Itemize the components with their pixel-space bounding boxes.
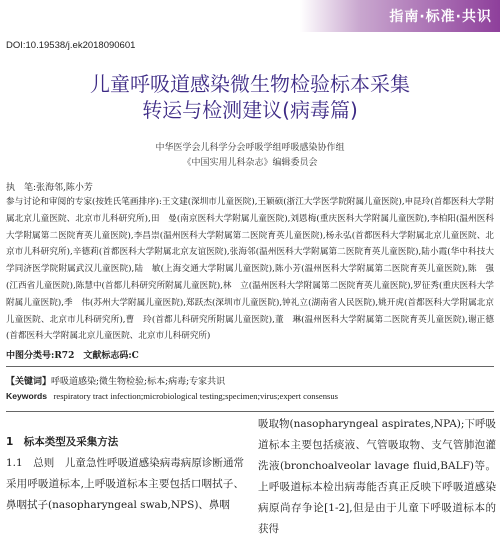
article-title-line2: 转运与检测建议(病毒篇) [142, 98, 358, 122]
doi-line[interactable]: DOI:10.19538/j.ek2018090601 [6, 40, 136, 51]
body-paragraph-left: 1.1 总则 儿童急性呼吸道感染病毒病原诊断通常采用呼吸道标本,上呼吸道标本主要包括口咽拭子、鼻咽拭子(nasopharyngeal swab,NPS)、鼻咽 [6, 457, 244, 511]
keywords-en-label: Keywords [6, 391, 48, 401]
keywords-cn-text: 呼吸道感染;微生物检验;标本;病毒;专家共识 [51, 377, 226, 387]
organization-line2: 《中国实用儿科杂志》编辑委员会 [182, 158, 318, 168]
divider-top [6, 366, 494, 367]
body-right-column: 吸取物(nasopharyngeal aspirates,NPA);下呼吸道标本主要包括痰液、气管吸取物、支气管肺泡灌洗液(bronchoalveolar lavage fluid,BALF)等。上呼吸道标本检出病毒能否真正反映下呼吸道感染病原尚存争论[1-2],但是由于儿童下呼吸道标本的获得 [258, 418, 496, 535]
journal-header-bar [0, 0, 500, 32]
classification-line: 中图分类号:R72 文献标志码:C [6, 351, 139, 361]
participants-paragraph: 参与讨论和审阅的专家(按姓氏笔画排序):王文建(深圳市儿童医院),王颖硕(浙江大学医学院附属儿童医院),申昆玲(首都医科大学附属北京儿童医院、北京市儿科研究所),田 曼(南京医科大学附属儿童医院),刘恩梅(重庆医科大学附属儿童医院),李柏阳(温州医科大学附属第二医院育英儿童医院),李昌崇(温州医科大学附属第二医院育英儿童医院),杨永弘(首都医科大学附属北京儿童医院、北京市儿科研究所),辛德莉(首都医科大学附属北京友谊医院),张海邻(温州医科大学附属第二医院育英儿童医院),陆小霞(华中科技大学同济医学院附属武汉儿童医院),陆 敏(上海交通大学附属儿童医院),陈小芳(温州医科大学附属第二医院育英儿童医院),陈 强(江西省儿童医院),陈慧中(首都儿科研究所附属儿童医院),林 立(温州医科大学附属第二医院育英儿童医院),罗征秀(重庆医科大学附属儿童医院),季 伟(苏州大学附属儿童医院),郑跃杰(深圳市儿童医院),钟礼立(湖南省人民医院),姚开虎(首都医科大学附属北京儿童医院、北京市儿科研究所),曹 玲(首都儿科研究所附属儿童医院),董 琳(温州医科大学附属第二医院育英儿童医院),谢正德(首都医科大学附属北京儿童医院、北京市儿科研究所) [6, 197, 494, 342]
body-left-column [6, 432, 244, 516]
keywords-cn-label: 【关键词】 [6, 377, 52, 387]
keywords-cn [6, 374, 225, 387]
authors-line: 执 笔:张海邻,陈小芳 [6, 183, 93, 193]
keywords-en-text: respiratory tract infection;microbiological testing;specimen;virus;expert consensus [53, 391, 338, 401]
section-heading: 1 标本类型及采集方法 [6, 436, 119, 448]
divider-bottom [6, 411, 494, 412]
keywords-en [6, 391, 338, 401]
article-title-line1: 儿童呼吸道感染微生物检验标本采集 [90, 72, 410, 96]
section-tag: 指南·标准·共识 [389, 9, 492, 25]
organization-line1: 中华医学会儿科学分会呼吸学组呼吸感染协作组 [155, 143, 345, 153]
